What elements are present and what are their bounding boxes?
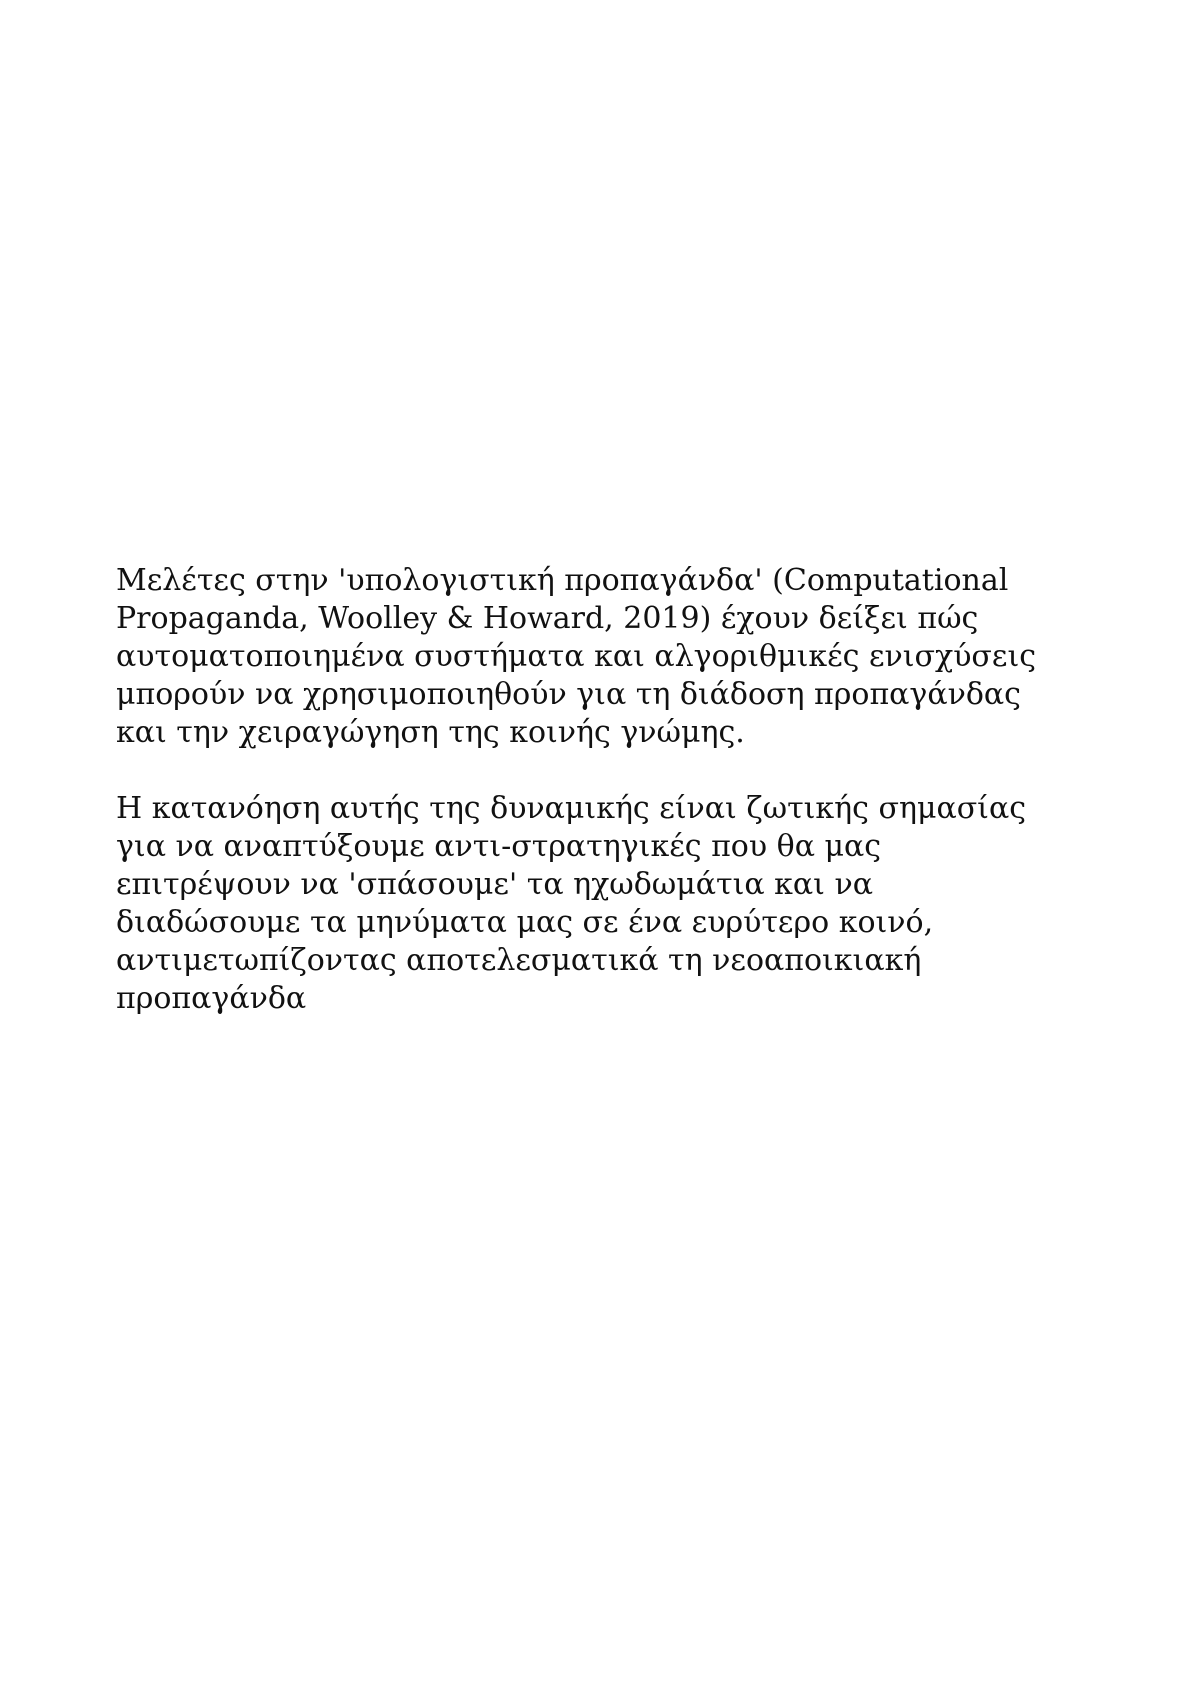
paragraph-computational-propaganda xyxy=(116,562,1076,752)
text-line: για να αναπτύξουμε αντι-στρατηγικές που θα μας xyxy=(116,829,882,864)
text-line: διαδώσουμε τα μηνύματα μας σε ένα ευρύτερο κοινό, xyxy=(116,905,934,940)
paragraph-counter-strategies xyxy=(116,790,1076,1018)
document-body xyxy=(116,562,1076,1018)
text-line: μπορούν να χρησιμοποιηθούν για τη διάδοση προπαγάνδας xyxy=(116,677,1021,712)
text-line: και την χειραγώγηση της κοινής γνώμης. xyxy=(116,715,745,750)
text-line: αυτοματοποιημένα συστήματα και αλγοριθμικές ενισχύσεις xyxy=(116,639,1037,674)
text-line: επιτρέψουν να 'σπάσουμε' τα ηχωδωμάτια και να xyxy=(116,867,873,902)
text-line: προπαγάνδα xyxy=(116,981,307,1016)
text-line: αντιμετωπίζοντας αποτελεσματικά τη νεοαποικιακή xyxy=(116,943,922,978)
text-line: Propaganda, Woolley & Howard, 2019) έχουν δείξει πώς xyxy=(116,601,979,636)
text-line: Η κατανόηση αυτής της δυναμικής είναι ζωτικής σημασίας xyxy=(116,791,1027,826)
text-line: Μελέτες στην 'υπολογιστική προπαγάνδα' (Computational xyxy=(116,563,1009,598)
